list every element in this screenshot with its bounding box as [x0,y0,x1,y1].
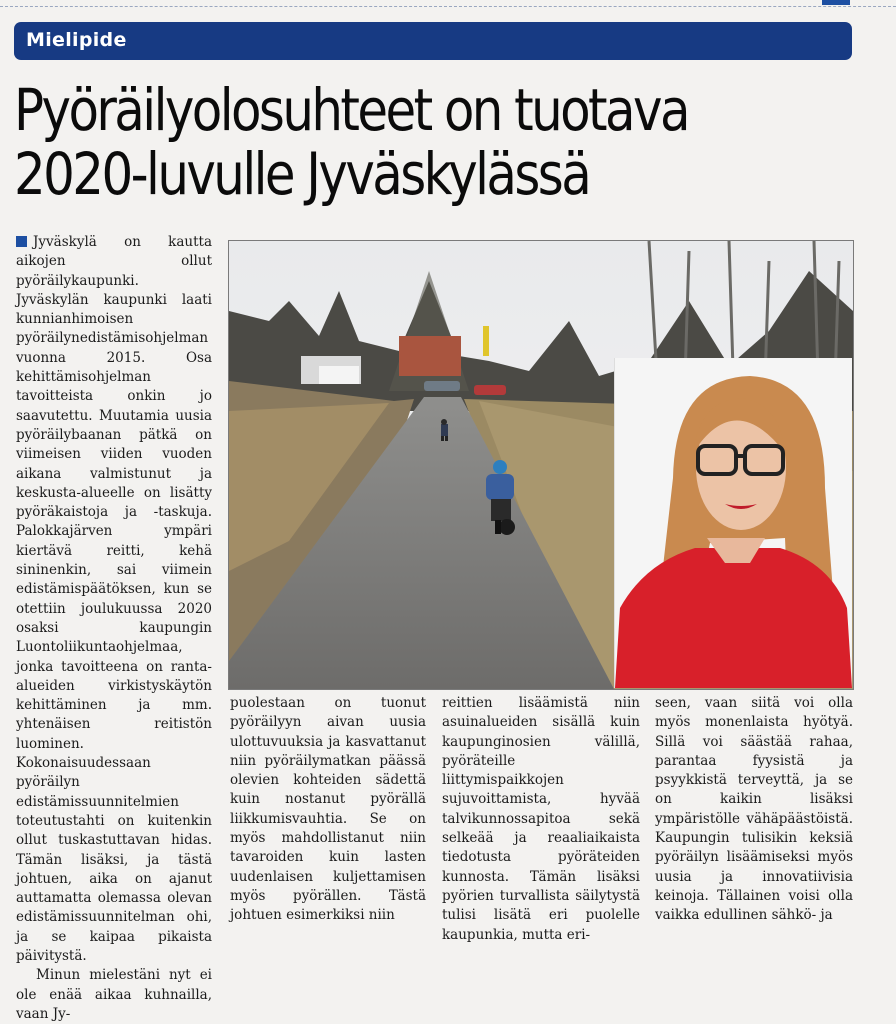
article-column-2 [230,694,426,926]
column-1-paragraph-1 [16,233,212,966]
article-headline [14,78,754,206]
column-2-text: puolestaan on tuonut pyöräilyyn aivan uusia ulottuvuuksia ja kasvattanut niin pyöräilymatkan päässä olevien kohteiden sädettä kuin nostanut pyörällä liikkumisvauhtia. Se on myös mahdollistanut niin tavaroiden kuin lasten uudenlaisen kuljettamisen myös pyörällen. Tästä johtuen esimerkiksi niin [230,695,426,924]
column-1-text: Jyväskylä on kautta aikojen ollut pyöräilykaupunki. Jyväskylän kaupunki laati kunnianhimoisen pyöräilynedistämisohjelman vuonna 2015. Osa kehittämisohjelman tavoitteista onkin jo saavutettu. Muutamia uusia pyöräilybaanan pätkä on viimeisen viiden vuoden aikana valmistunut ja keskusta-alueelle on lisätty pyöräkaistoja ja -taskuja. Palokkajärven ympäri kiertävä reitti, kehä sininenkin, sai viimein edistämispäätöksen, kun se otettiin joulukuussa 2020 osaksi kaupungin Luontoliikuntaohjelmaa, jonka tavoitteena on ranta-alueiden virkistyskäytön kehittäminen ja mm. yhtenäisen reitistön luominen. Kokonaisuudessaan pyöräilyn edistämissuunnitelmien toteutustahti on kuitenkin ollut tuskastuttavan hidas. Tämän lisäksi, ja tästä johtuen, aika on ajanut auttamatta olemassa olevan edistämissuunnitelman ohi, ja se kaipaa pikaista päivitystä. [16,234,212,964]
column-3-text: reittien lisäämistä niin asuinalueiden sisällä kuin kaupunginosien välillä, pyöräteille liittymispaikkojen sujuvoittamista, hyvää talvikunnossapitoa sekä selkeää ja reaaliaikaista tiedotusta pyöräteiden kunnosta. Tämän lisäksi pyörien turvallista säilytystä tulisi lisätä eri puolelle kaupunkia, mutta eri- [442,695,640,943]
article-start-square-icon [16,236,27,247]
headline-line-2: 2020-luvulle Jyväskylässä [14,140,590,208]
column-1-paragraph-2: Minun mielestäni nyt ei ole enää aikaa kuhnailla, vaan Jy- [16,967,212,1022]
page-corner-mark [822,0,850,5]
column-4-text: seen, vaan siitä voi olla myös monenlaista hyötyä. Sillä voi säästää rahaa, parantaa fyysistä ja psyykkistä terveyttä, ja se on kaikin lisäksi ympäristölle vähäpäästöistä. Kaupungin tulisikin keksiä pyöräilyn lisäämiseksi myös uusia ja innovatiivisia keinoja. Tällainen voisi olla vaikka edullinen sähkö- ja [655,695,853,924]
section-banner [14,22,852,60]
article-column-1 [16,233,212,1024]
author-portrait-illustration [615,358,852,688]
author-portrait-photo [614,358,852,688]
article-column-3 [442,694,640,945]
page-top-rule [0,0,896,7]
headline-line-1: Pyöräilyolosuhteet on tuotava [14,76,688,144]
section-label: Mielipide [26,29,127,51]
article-column-4 [655,694,853,926]
